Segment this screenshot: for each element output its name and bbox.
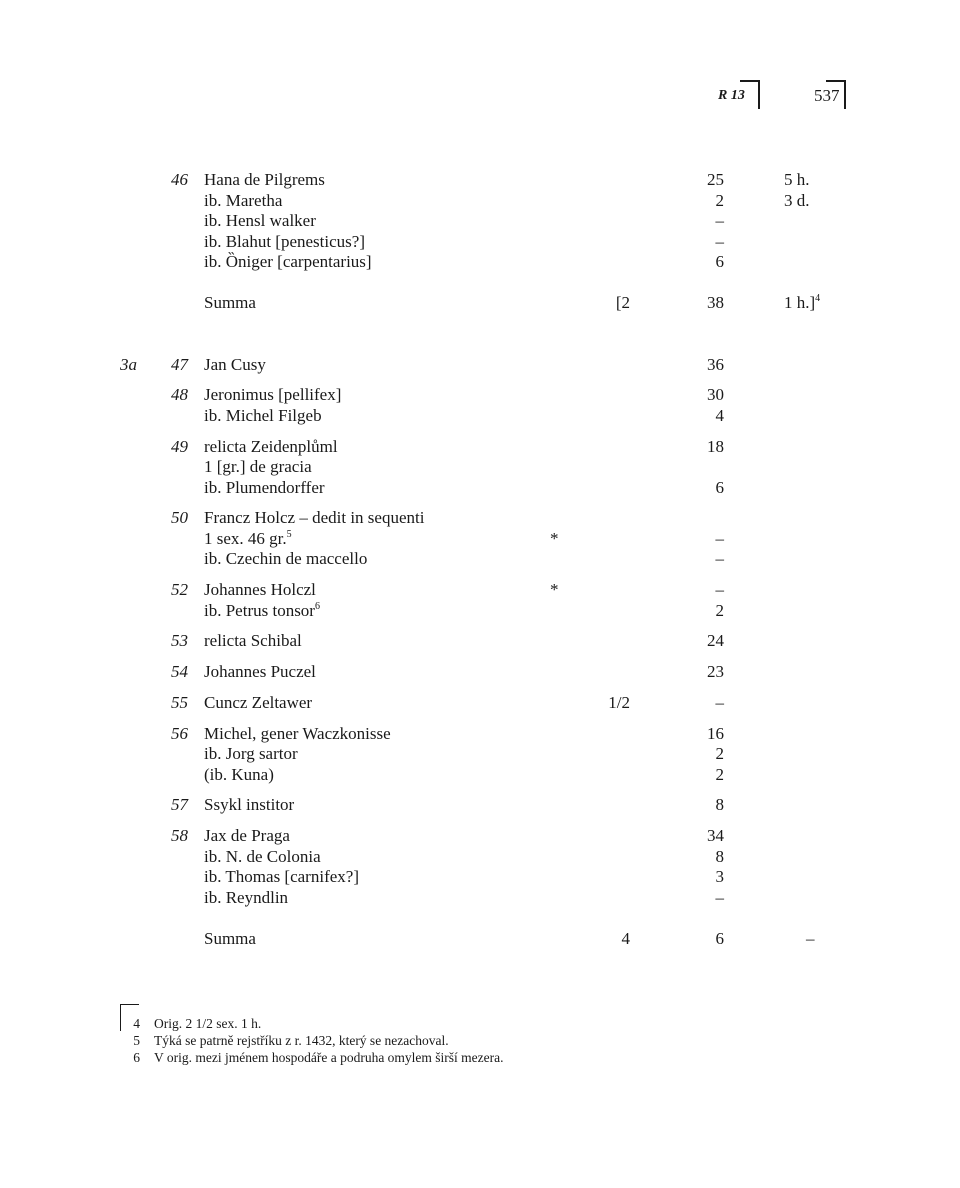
register-line	[0, 693, 960, 713]
footnote	[0, 1015, 960, 1032]
entry-name: Ssykl institor	[204, 795, 295, 815]
entry-number: 56	[171, 723, 188, 743]
amount-column-3: –	[806, 928, 815, 948]
entry-number: 53	[171, 631, 188, 651]
footnote-number: 4	[133, 1016, 140, 1031]
footnote-text: Týká se patrně rejstříku z r. 1432, který se nezachoval.	[154, 1033, 449, 1048]
register-line	[0, 211, 960, 231]
entry-name: Cuncz Zeltawer	[204, 692, 313, 712]
entry-number: 50	[171, 508, 188, 528]
entry-number: 54	[171, 662, 188, 681]
footnote-text: Orig. 2 1/2 sex. 1 h.	[154, 1016, 262, 1031]
amount-column-3: 1 h.]$^4$	[784, 293, 821, 312]
register-line	[0, 601, 960, 621]
register-line	[0, 293, 960, 313]
register-line	[0, 724, 960, 744]
amount-column-2: 2	[715, 744, 724, 763]
entry-name: 1 [gr.] de gracia	[204, 457, 312, 476]
register-line	[0, 170, 960, 190]
register-line	[0, 867, 960, 887]
amount-column-2: 8	[715, 795, 724, 815]
entry-name: ib. Petrus tonsor$^6$	[204, 600, 320, 620]
register-line	[0, 508, 960, 528]
entry-number: 46	[171, 170, 188, 189]
amount-column-2: 30	[707, 385, 724, 405]
section-code-corner-mark	[740, 80, 760, 109]
entry-number: 48	[171, 385, 188, 405]
entry-name: ib. Thomas [carnifex?]	[204, 867, 359, 886]
entry-name: Michel, gener Waczkonisse	[204, 723, 391, 743]
register-line	[0, 795, 960, 815]
section-code: R 13	[718, 88, 745, 103]
entry-name: ib. Hensl walker	[204, 211, 316, 230]
page-number: 537	[814, 86, 840, 105]
register-line	[0, 662, 960, 682]
footnote-number: 6	[133, 1050, 140, 1065]
entry-number: 49	[171, 436, 188, 456]
register-line	[0, 847, 960, 867]
register-line	[0, 252, 960, 272]
entry-name: Jeronimus [pellifex]	[204, 385, 342, 405]
entry-number: 47	[171, 354, 188, 374]
register-line	[0, 765, 960, 785]
entry-name: 1 sex. 46 gr.$^5$	[204, 528, 292, 548]
entry-name: relicta Schibal	[204, 631, 302, 651]
register-line	[0, 744, 960, 764]
amount-column-2: –	[715, 692, 724, 712]
entry-name: relicta Zeidenplůml	[204, 436, 338, 456]
register-line	[0, 385, 960, 405]
amount-column-2: 2	[715, 764, 724, 784]
register-line	[0, 888, 960, 908]
footnote	[0, 1049, 960, 1066]
register-line	[0, 457, 960, 477]
amount-column-2: –	[715, 580, 724, 599]
register-line	[0, 826, 960, 846]
amount-column-2: 6	[715, 252, 724, 271]
entry-name: Summa	[204, 928, 256, 948]
amount-column-1: [2	[615, 293, 630, 312]
register-line	[0, 355, 960, 375]
register-line	[0, 549, 960, 569]
register-line	[0, 929, 960, 949]
entry-number: 57	[171, 795, 188, 815]
amount-column-2: 3	[715, 867, 724, 886]
register-line	[0, 529, 960, 549]
amount-column-2: 38	[707, 293, 724, 312]
footnote-reference: 5	[286, 528, 292, 540]
entry-name: Johannes Puczel	[204, 662, 316, 681]
amount-column-2: –	[715, 887, 724, 907]
entry-number: 58	[171, 826, 188, 845]
register-line	[0, 631, 960, 651]
amount-column-2: –	[715, 211, 724, 230]
amount-column-3: 5 h.	[784, 170, 810, 189]
entry-number: 55	[171, 692, 188, 712]
asterisk-mark: *	[550, 580, 559, 599]
amount-column-2: 4	[715, 405, 724, 425]
footnote-reference: 6	[314, 600, 320, 612]
entry-name: ib. Reyndlin	[204, 887, 289, 907]
entry-name: Hana de Pilgrems	[204, 170, 325, 189]
entry-name: ib. N. de Colonia	[204, 846, 321, 866]
entry-name: ib. Maretha	[204, 190, 283, 210]
footnote-number: 5	[133, 1033, 140, 1048]
footnote-reference: 4	[815, 293, 821, 304]
amount-column-3: 3 d.	[784, 190, 810, 210]
amount-column-2: –	[715, 549, 724, 569]
amount-column-2: 6	[715, 928, 724, 948]
register-line	[0, 580, 960, 600]
page-number-corner-mark	[826, 80, 846, 109]
amount-column-2: 8	[715, 846, 724, 866]
amount-column-2: 2	[715, 190, 724, 210]
entry-name: Jan Cusy	[204, 354, 266, 374]
entry-name: Francz Holcz – dedit in sequenti	[204, 508, 425, 528]
entry-name: ib. Czechin de maccello	[204, 549, 368, 569]
entry-name: (ib. Kuna)	[204, 764, 274, 784]
register-line	[0, 232, 960, 252]
entry-name: Jax de Praga	[204, 826, 290, 845]
amount-column-1: 4	[621, 928, 630, 948]
amount-column-2: –	[715, 528, 724, 548]
footnote-text: V orig. mezi jménem hospodáře a podruha omylem širší mezera.	[154, 1050, 504, 1065]
register-line	[0, 478, 960, 498]
amount-column-2: 2	[715, 600, 724, 620]
register-line	[0, 437, 960, 457]
footnote	[0, 1032, 960, 1049]
amount-column-2: 23	[707, 662, 724, 681]
register-line	[0, 191, 960, 211]
amount-column-2: 25	[707, 170, 724, 189]
amount-column-2: –	[715, 231, 724, 251]
entry-number: 52	[171, 580, 188, 599]
entry-name: ib. Blahut [penesticus?]	[204, 231, 365, 251]
amount-column-2: 24	[707, 631, 724, 651]
amount-column-1: 1/2	[608, 692, 630, 712]
entry-name: ib. Plumendorffer	[204, 477, 325, 497]
amount-column-2: 34	[707, 826, 724, 845]
entry-name: Summa	[204, 293, 256, 312]
entry-name: Johannes Holczl	[204, 580, 316, 599]
register-line	[0, 406, 960, 426]
amount-column-2: 6	[715, 477, 724, 497]
asterisk-mark: *	[550, 528, 559, 548]
entry-name: ib. Ȍniger [carpentarius]	[204, 252, 372, 271]
entry-name: ib. Michel Filgeb	[204, 405, 322, 425]
amount-column-2: 18	[707, 436, 724, 456]
amount-column-2: 16	[707, 723, 724, 743]
entry-name: ib. Jorg sartor	[204, 744, 298, 763]
amount-column-2: 36	[707, 354, 724, 374]
margin-folio: 3a	[120, 354, 137, 374]
